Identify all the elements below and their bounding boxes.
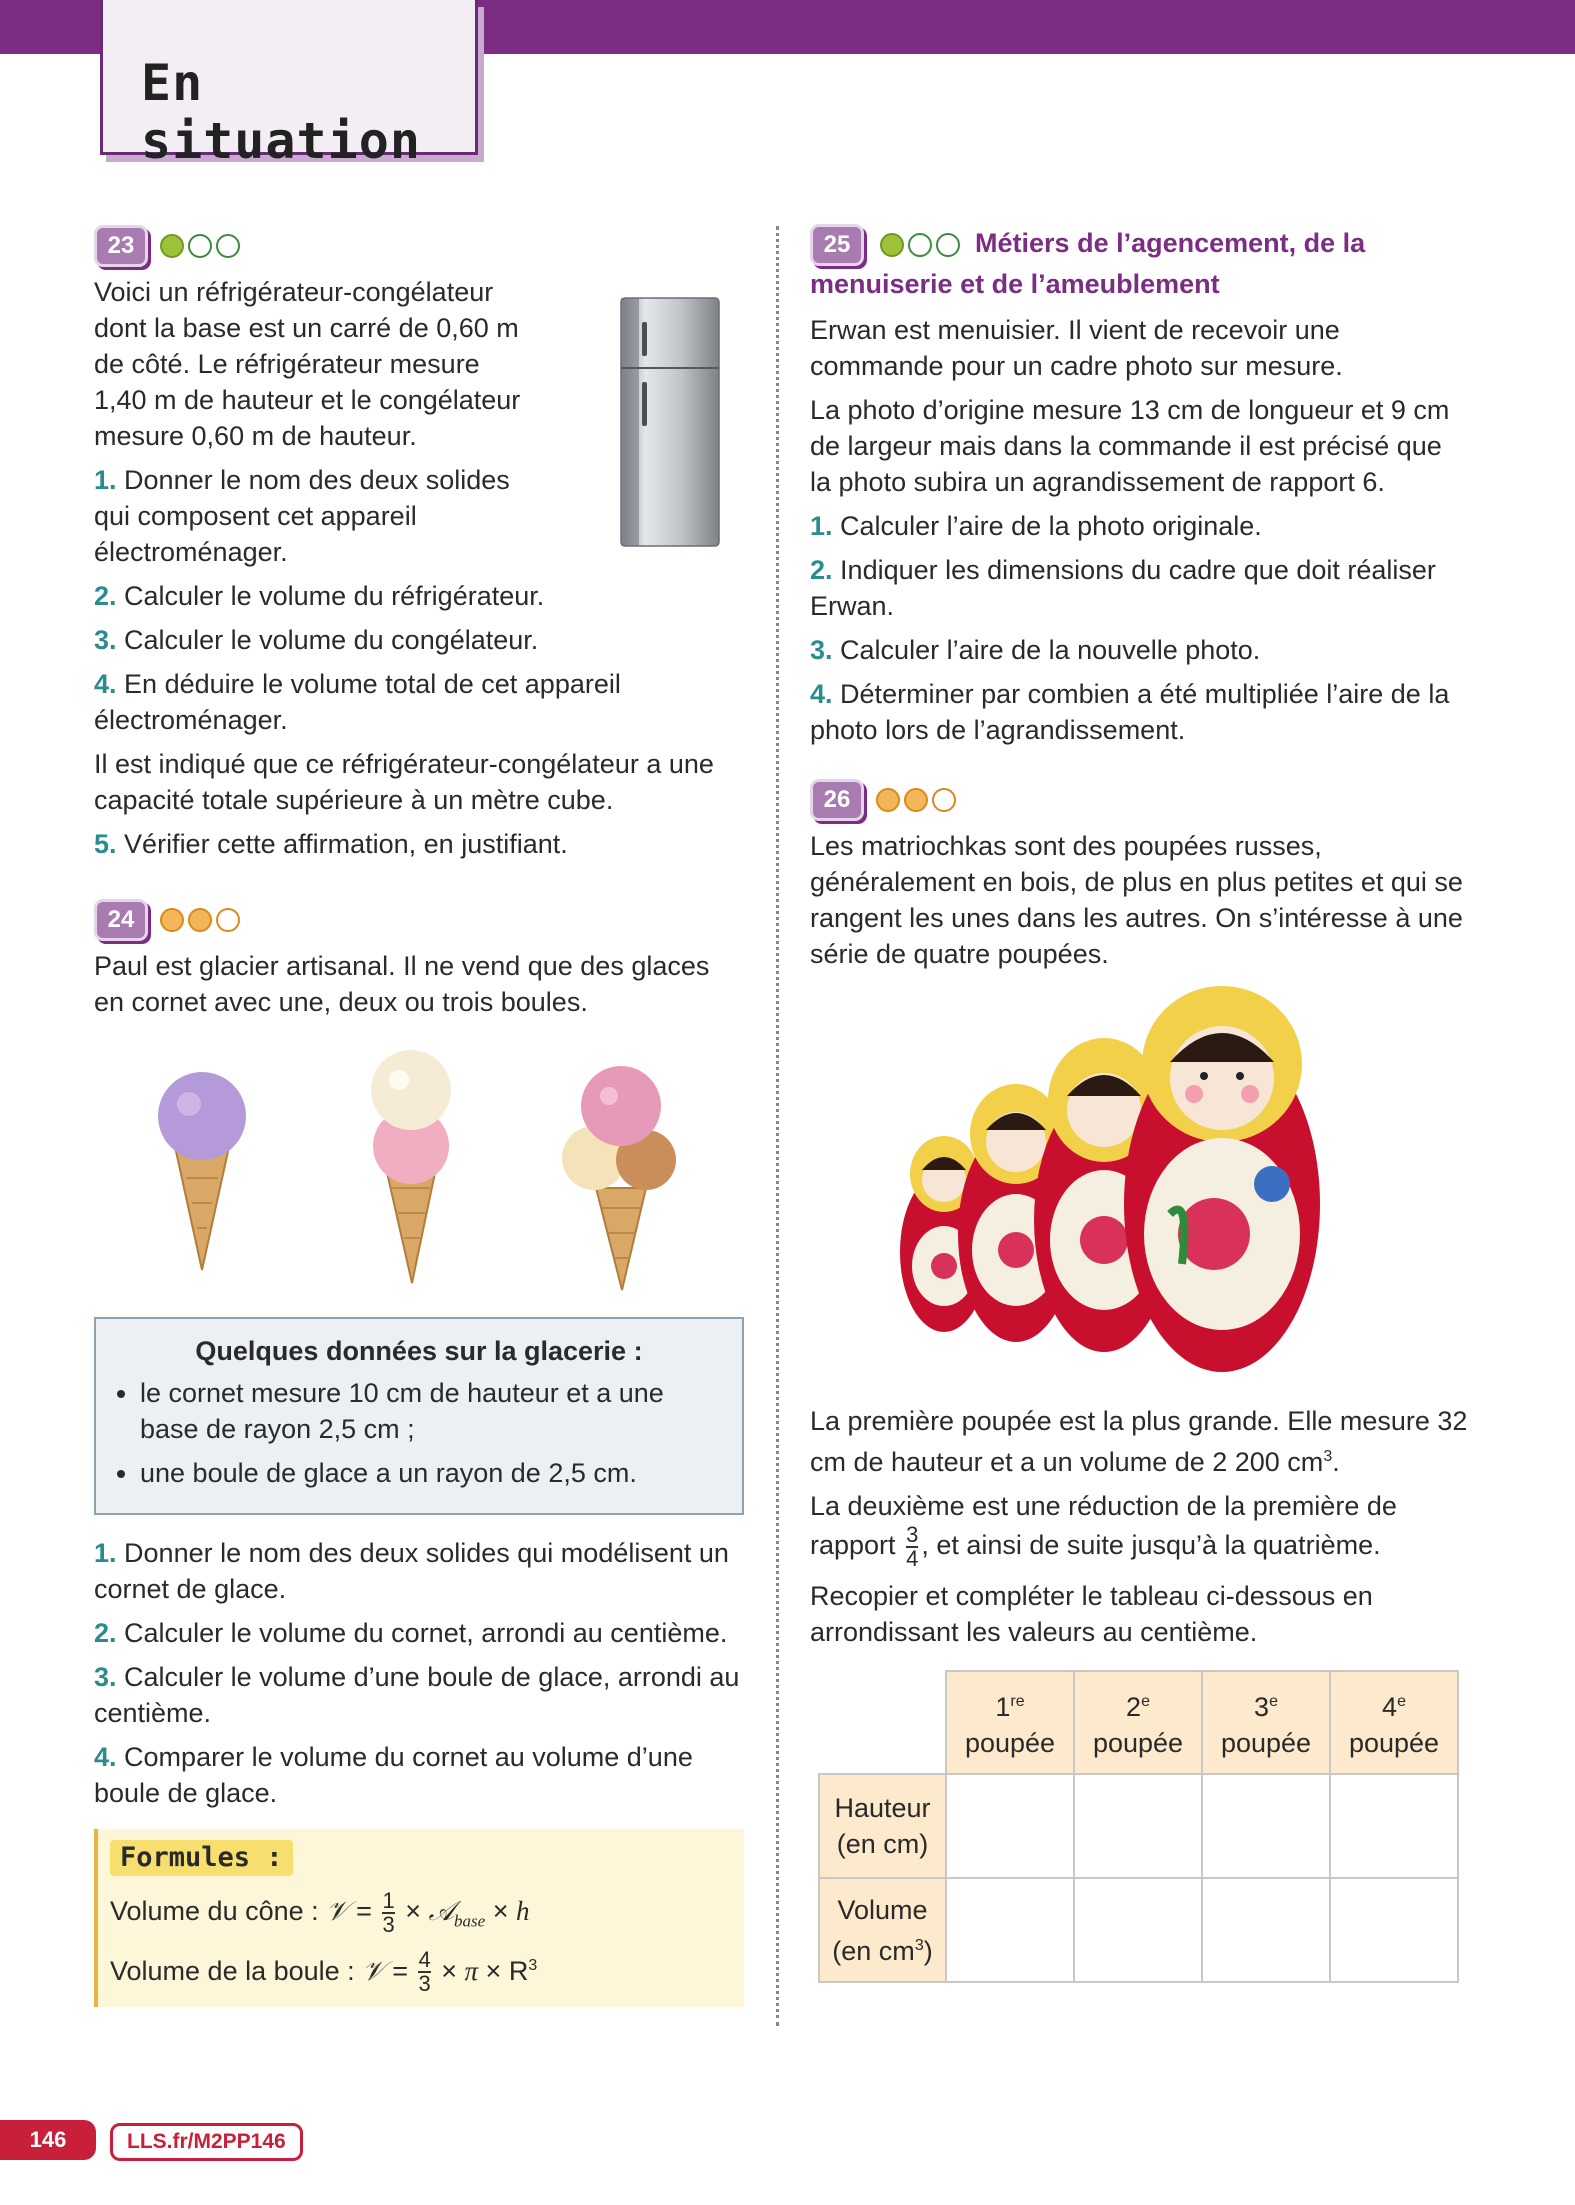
exercise-24-question-3: 3. Calculer le volume d’une boule de glace, arrondi au centième. [94,1662,740,1728]
exercise-header [810,224,1470,302]
difficulty-dot-filled [876,788,900,812]
exercise-number-badge: 26 [810,779,864,821]
formula-box [94,1829,744,2007]
table-row-header: Hauteur (en cm) [819,1774,946,1878]
table-cell [1330,1878,1458,1982]
exercise-23-intro: Voici un réfrigérateur-congélateur dont la base est un carré de 0,60 m de côté. Le réfrigérateur mesure 1,40 m de hauteur et le congélateur mesure 0,60 m de hauteur. [94,277,521,451]
exercise-25-paragraph-2: La photo d’origine mesure 13 cm de longueur et 9 cm de largeur mais dans la commande il est précisé que la photo subira un agrandissement de rapport 6. [810,395,1450,497]
difficulty-indicator [880,233,960,257]
fraction: $\frac{3}{4}$ [906,1522,919,1571]
table-cell [1202,1878,1330,1982]
left-column [94,224,744,2007]
exercise-23-question-5: 5. Vérifier cette affirmation, en justifiant. [94,829,568,859]
exercise-25-question-4: 4. Déterminer par combien a été multipliée l’aire de la photo lors de l’agrandissement. [810,679,1450,745]
fraction: $\frac{1}{3}$ [382,1888,395,1937]
table-header-cell: 1re poupée [946,1671,1074,1774]
exercise-26-paragraph-3: Recopier et compléter le tableau ci-dessous en arrondissant les valeurs au centième. [810,1581,1373,1647]
exercise-24-question-4: 4. Comparer le volume du cornet au volume d’une boule de glace. [94,1742,693,1808]
table-header-row [819,1671,1458,1774]
exercise-25-question-3: 3. Calculer l’aire de la nouvelle photo. [810,635,1261,665]
data-box-item: • une boule de glace a un rayon de 2,5 cm. [140,1455,720,1491]
exercise-25-paragraph-1: Erwan est menuisier. Il vient de recevoir une commande pour un cadre photo sur mesure. [810,315,1343,381]
exercise-26 [810,778,1470,1983]
exercise-header [94,224,744,268]
table-cell [1074,1878,1202,1982]
difficulty-dot-filled [188,908,212,932]
matryoshka-table [818,1670,1459,1983]
difficulty-dot-filled [880,233,904,257]
table-cell [1330,1774,1458,1878]
section-title: En situation [141,54,421,170]
exercise-25-question-1: 1. Calculer l’aire de la photo originale. [810,511,1262,541]
fraction: $\frac{4}{3}$ [418,1947,431,1997]
difficulty-indicator [160,908,240,932]
difficulty-dot-empty [216,908,240,932]
table-cell [1074,1774,1202,1878]
exercise-number-badge: 23 [94,225,148,267]
exercise-24-question-1: 1. Donner le nom des deux solides qui modélisent un cornet de glace. [94,1538,729,1604]
difficulty-dot-empty [932,788,956,812]
table-cell [1202,1774,1330,1878]
difficulty-dot-empty [936,233,960,257]
table-cell [946,1774,1074,1878]
exercise-26-paragraph-2: La deuxième est une réduction de la première de rapport $\frac{3}{4}$ , et ainsi de suite jusqu’à la quatrième. [810,1491,1397,1571]
table-header-cell: 4e poupée [1330,1671,1458,1774]
table-row [819,1774,1458,1878]
exercise-23-question-1: 1. Donner le nom des deux solides qui composent cet appareil électroménager. [94,465,510,567]
exercise-23-question-4: 4. En déduire le volume total de cet appareil électroménager. [94,669,621,735]
table-corner [819,1671,946,1774]
exercise-header [810,778,1470,822]
exercise-25 [810,224,1470,748]
exercise-26-paragraph-1: La première poupée est la plus grande. Elle mesure 32 cm de hauteur et a un volume de 2 200 $cm^3$. [810,1406,1468,1477]
data-box [94,1317,744,1515]
exercise-23-question-2: 2. Calculer le volume du réfrigérateur. [94,581,545,611]
exercise-23 [94,224,744,862]
difficulty-dot-filled [904,788,928,812]
fridge-freezer-image [609,294,729,554]
table-row-header: Volume (en $cm^3$) [819,1878,946,1982]
column-divider [776,226,779,2026]
table-row [819,1878,1458,1982]
exercise-24 [94,898,744,2007]
exercise-number-badge: 25 [810,224,864,266]
exercise-number-badge: 24 [94,899,148,941]
difficulty-indicator [160,234,240,258]
matryoshka-dolls-image [810,984,1470,1384]
difficulty-dot-empty [908,233,932,257]
section-title-card [100,0,478,170]
table-header-cell: 3e poupée [1202,1671,1330,1774]
difficulty-indicator [876,788,956,812]
difficulty-dot-filled [160,234,184,258]
exercise-25-question-2: 2. Indiquer les dimensions du cadre que doit réaliser Erwan. [810,555,1436,621]
formula-tag: Formules : [110,1840,293,1876]
exercise-25-title: Métiers de l’agencement, de la menuiserie et de l’ameublement [810,228,1366,299]
difficulty-dot-empty [216,234,240,258]
table-header-cell: 2e poupée [1074,1671,1202,1774]
exercise-24-intro: Paul est glacier artisanal. Il ne vend que des glaces en cornet avec une, deux ou trois boules. [94,951,710,1017]
exercise-header [94,898,744,942]
data-box-item: • le cornet mesure 10 cm de hauteur et a une base de rayon 2,5 cm ; [140,1375,720,1447]
page-number: 146 [0,2120,96,2160]
data-box-title: Quelques données sur la glacerie : [195,1336,643,1366]
ice-cream-cones-image [94,1038,734,1298]
difficulty-dot-empty [188,234,212,258]
resource-link[interactable]: LLS.fr/M2PP146 [110,2123,303,2161]
data-box-list [118,1375,720,1491]
exercise-26-intro: Les matriochkas sont des poupées russes, généralement en bois, de plus en plus petites et qui se rangent les unes dans les autres. On s’intéresse à une série de quatre poupées. [810,831,1463,969]
difficulty-dot-filled [160,908,184,932]
exercise-23-note: Il est indiqué que ce réfrigérateur-congélateur a une capacité totale supérieure à un mètre cube. [94,749,714,815]
formula-cone-volume: Volume du cône : 𝒱 = $\frac{1}{3}$ × 𝒜$_{base}$ × h [110,1888,530,1937]
exercise-24-question-2: 2. Calculer le volume du cornet, arrondi au centième. [94,1618,728,1648]
right-column [810,224,1470,1983]
formula-sphere-volume: Volume de la boule : 𝒱 = $\frac{4}{3}$ × $\pi \times R^3$ [110,1947,538,1997]
table-cell [946,1878,1074,1982]
exercise-23-question-3: 3. Calculer le volume du congélateur. [94,625,539,655]
